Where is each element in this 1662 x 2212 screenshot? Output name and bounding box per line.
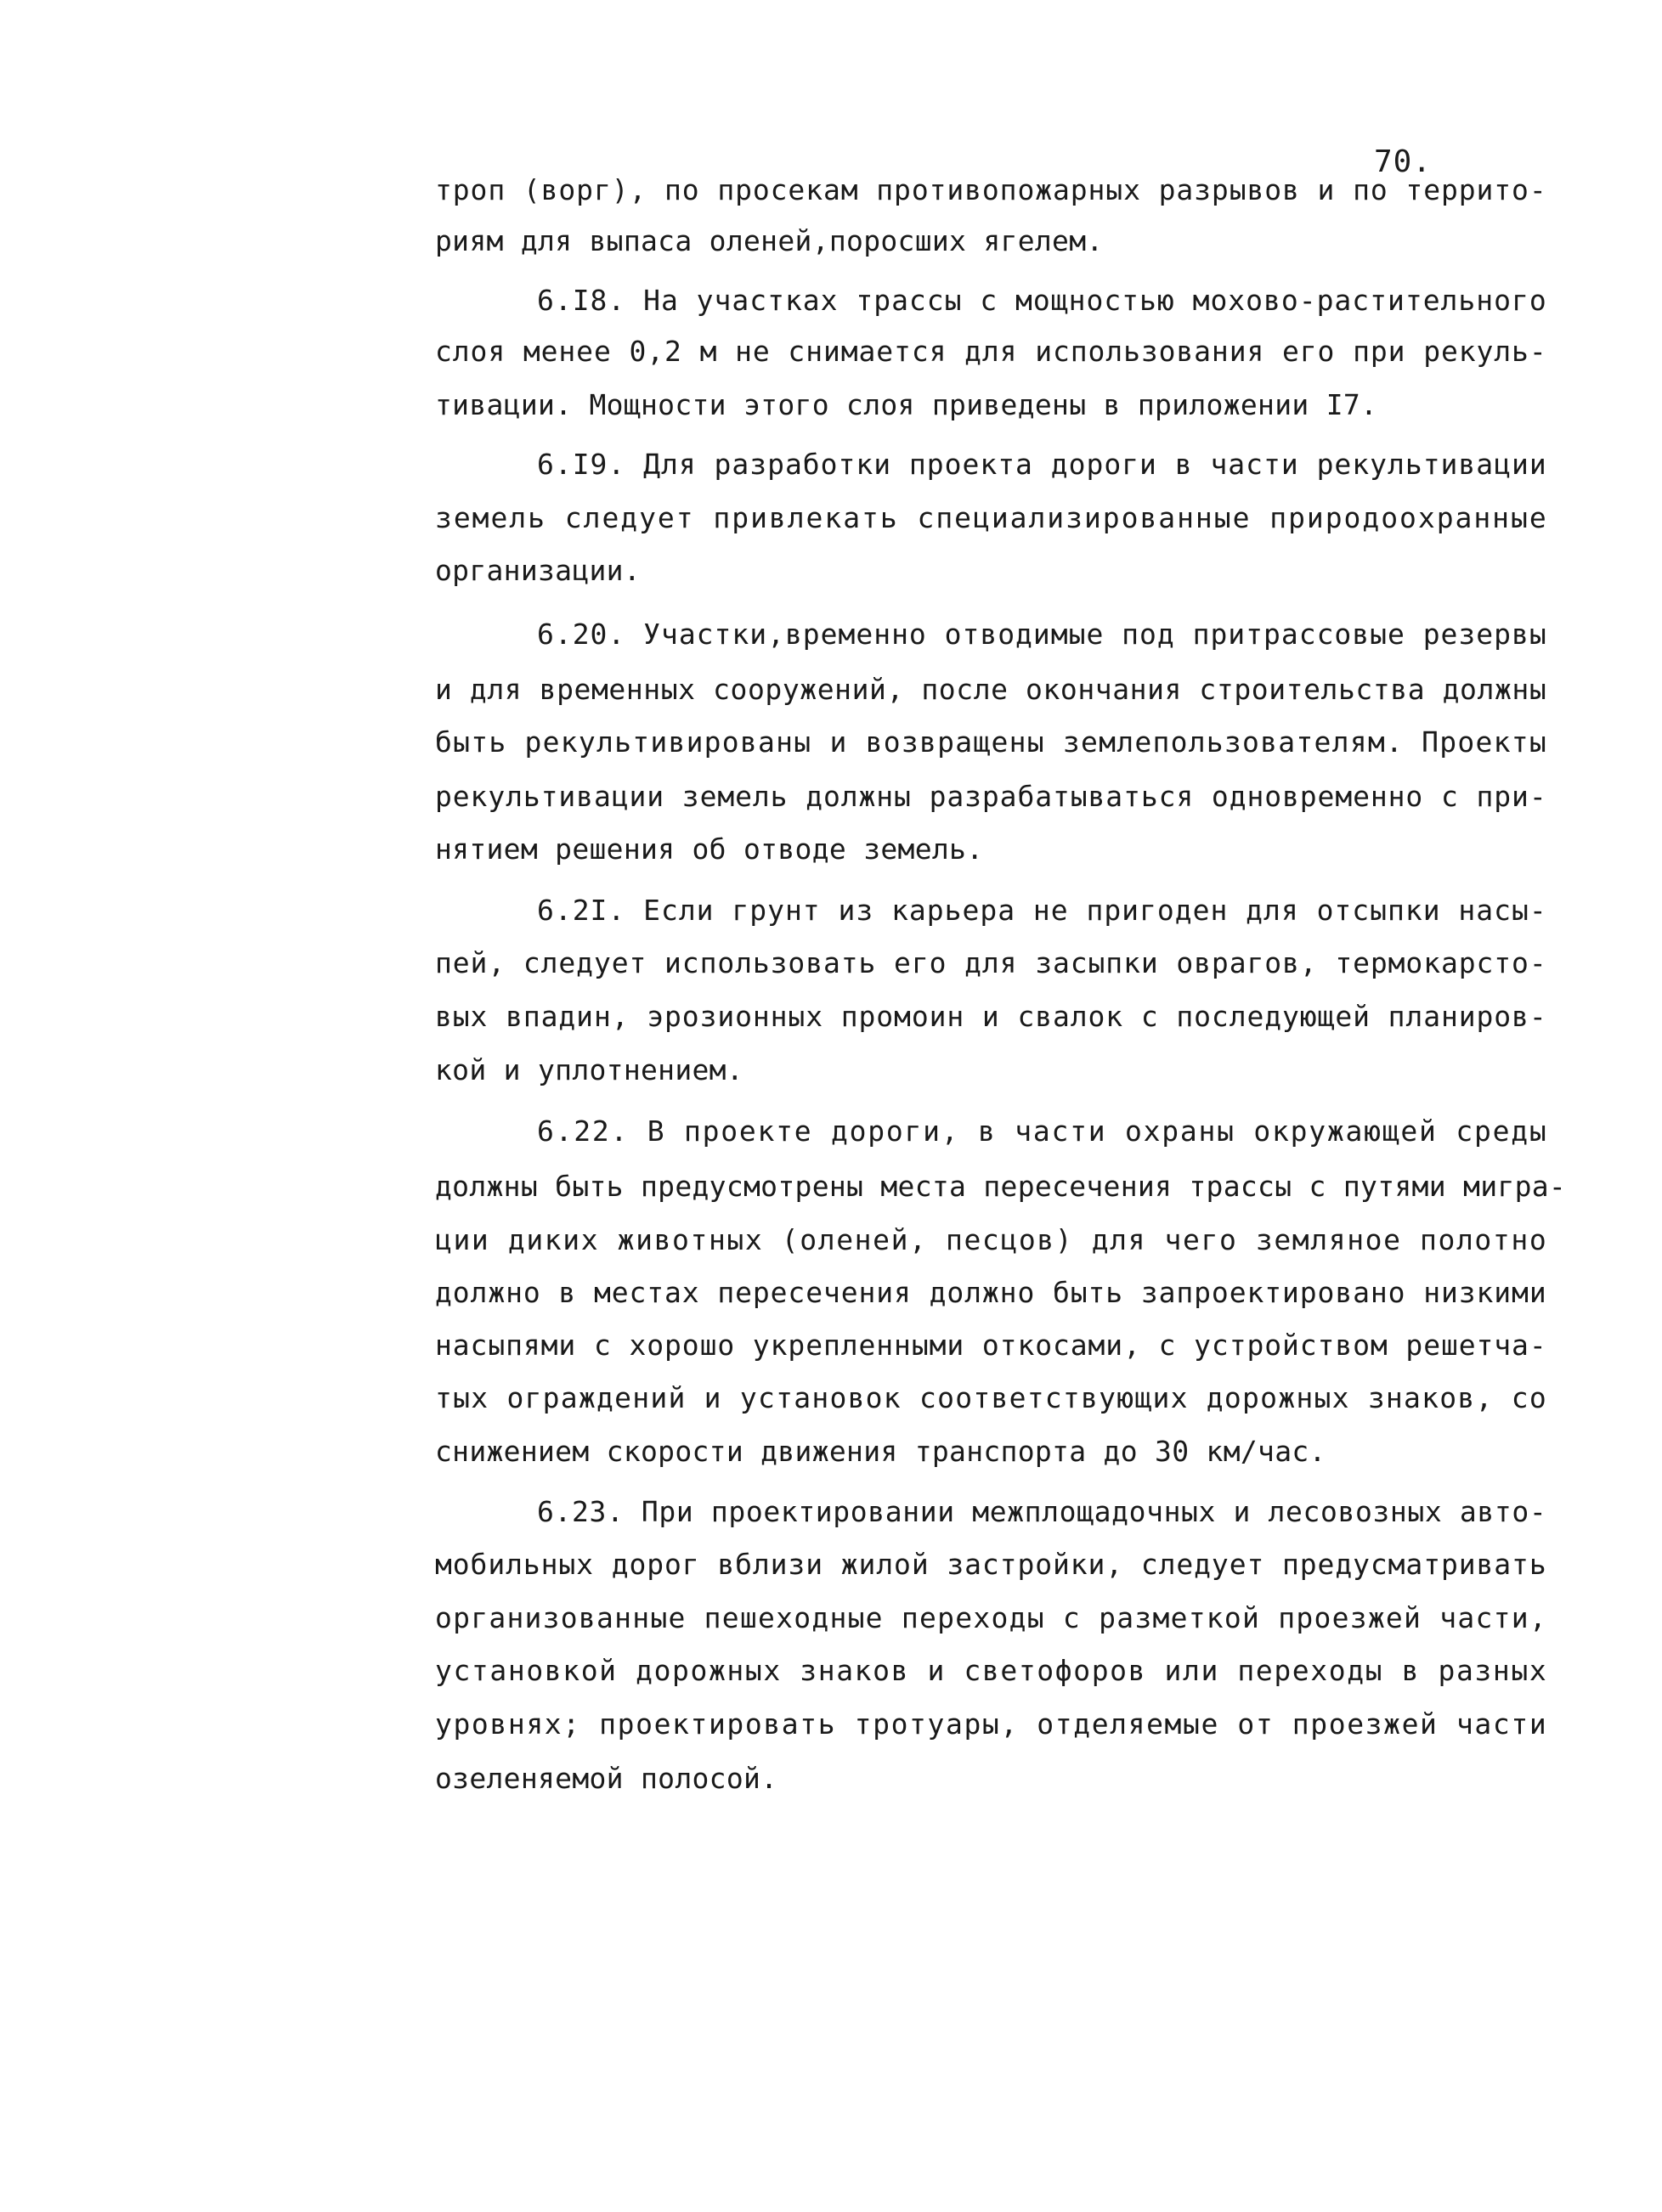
text-line: тых ограждений и установок соответствующих дорожных знаков, со <box>435 1381 1547 1414</box>
text-line: 6.22. В проекте дороги, в части охраны окружающей среды <box>537 1114 1548 1148</box>
text-line: быть рекультивированы и возвращены землепользователям. Проекты <box>435 725 1547 759</box>
text-line: 6.I8. На участках трассы с мощностью мохово-растительного <box>537 284 1547 317</box>
text-line: пей, следует использовать его для засыпки оврагов, термокарсто- <box>435 946 1547 979</box>
text-line: ции диких животных (оленей, песцов) для чего земляное полотно <box>435 1223 1548 1256</box>
text-line: троп (ворг), по просекам противопожарных разрывов и по террито- <box>435 173 1547 206</box>
text-line: должно в местах пересечения должно быть запроектировано низкими <box>435 1276 1547 1309</box>
text-line: и для временных сооружений, после окончания строительства должны <box>435 673 1547 706</box>
text-line: 6.23. При проектировании межплощадочных и лесовозных авто- <box>537 1495 1547 1528</box>
text-line: кой и уплотнением. <box>435 1053 744 1086</box>
text-line: 6.I9. Для разработки проекта дороги в части рекультивации <box>537 448 1547 481</box>
text-line: земель следует привлекать специализированные природоохранные <box>435 501 1548 534</box>
text-line: рекультивации земель должны разрабатываться одновременно с при- <box>435 780 1547 813</box>
text-line: насыпями с хорошо укрепленными откосами, с устройством решетча- <box>435 1329 1547 1362</box>
text-line: 6.20. Участки,временно отводимые под притрассовые резервы <box>537 618 1547 651</box>
text-line: снижением скорости движения транспорта до 30 км/час. <box>435 1435 1326 1468</box>
text-line: озеленяемой полосой. <box>435 1762 778 1795</box>
text-line: организации. <box>435 554 642 587</box>
text-line: уровнях; проектировать тротуары, отделяемые от проезжей части <box>435 1707 1548 1741</box>
text-line: тивации. Мощности этого слоя приведены в приложении I7. <box>435 388 1378 421</box>
text-line: организованные пешеходные переходы с разметкой проезжей части, <box>435 1601 1547 1634</box>
text-line: должны быть предусмотрены места пересечения трассы с путями мигра- <box>435 1170 1567 1203</box>
text-line: нятием решения об отводе земель. <box>435 832 984 866</box>
text-line: мобильных дорог вблизи жилой застройки, следует предусматривать <box>435 1548 1547 1581</box>
text-line: слоя менее 0,2 м не снимается для использования его при рекуль- <box>435 335 1547 368</box>
text-line: 6.2I. Если грунт из карьера не пригоден для отсыпки насы- <box>537 894 1547 927</box>
page-number: 70. <box>1374 144 1433 179</box>
text-line: риям для выпаса оленей,поросших ягелем. <box>435 224 1104 257</box>
text-line: установкой дорожных знаков и светофоров или переходы в разных <box>435 1654 1548 1687</box>
text-line: вых впадин, эрозионных промоин и свалок с последующей планиров- <box>435 1000 1547 1033</box>
